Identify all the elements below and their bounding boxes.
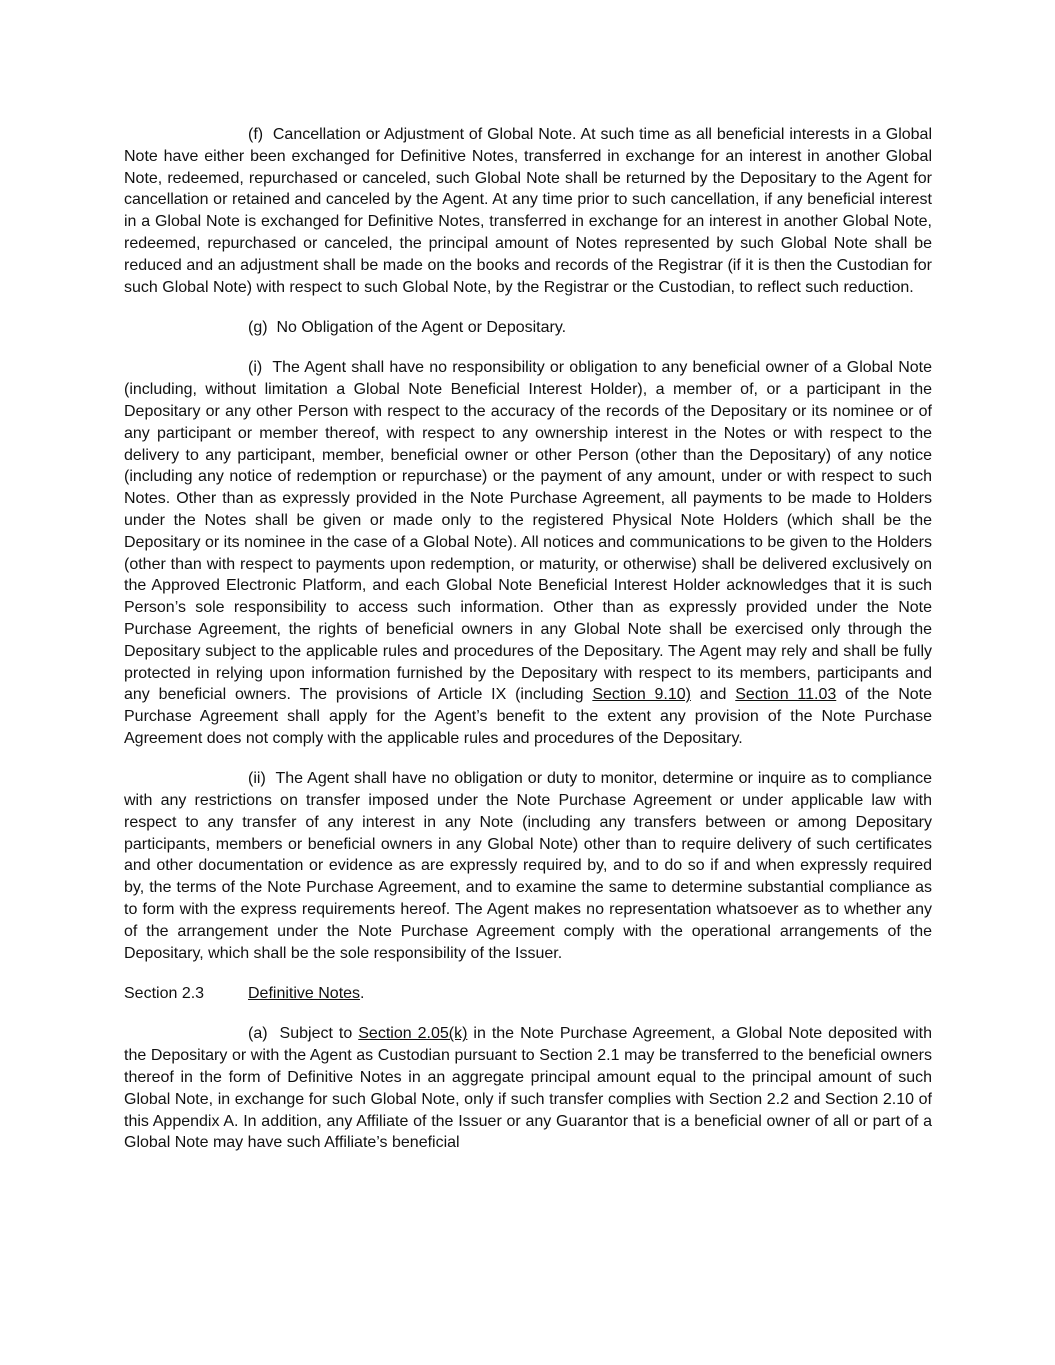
paragraph-g-i-text-after: of the Note Purchase Agreement shall apply for the Agent’s benefit to the extent any provision of the Note Purchase Agreement does not comply with the applicable rules and procedures of the Depositary.: [124, 686, 933, 747]
paragraph-g-ii-label: (ii): [248, 770, 266, 788]
paragraph-g-text: No Obligation of the Agent or Depositary.: [276, 318, 567, 336]
paragraph-g-i: [124, 357, 932, 749]
section-number: Section 2.3: [124, 985, 205, 1003]
paragraph-g-i-label: (i): [248, 359, 263, 377]
paragraph-a-text-after: in the Note Purchase Agreement, a Global Note deposited with the Depositary or with the Agent as Custodian pursuant to Section 2.1 may be transferred to the beneficial owners thereof in the form of Definitive Notes in an aggregate principal amount equal to the principal amount of such Global Note, in exchange for such Global Note, only if such transfer complies with Section 2.2 and Section 2.10 of this Appendix A. In addition, any Affiliate of the Issuer or any Guarantor that is a beneficial owner of all or part of a Global Note may have such Affiliate’s beneficial: [124, 1025, 933, 1152]
paragraph-f-label: (f): [248, 126, 264, 143]
section-title-wrapper: [248, 983, 365, 1005]
paragraph-a-text-before: Subject to: [279, 1025, 359, 1043]
paragraph-g-label: (g): [248, 318, 268, 336]
section-title: Definitive Notes: [248, 985, 361, 1003]
section-2-05k-link[interactable]: Section 2.05(k): [358, 1025, 468, 1043]
paragraph-f-text: Cancellation or Adjustment of Global Note. At such time as all beneficial interests in a Global Note have either been exchanged for Definitive Notes, transferred in exchange for an interest in another Global Note, redeemed, repurchased or canceled, such Global Note shall be returned by the Depositary to the Agent for cancellation or retained and canceled by the Agent. At any time prior to such cancellation, if any beneficial interest in a Global Note is exchanged for Definitive Notes, transferred in exchange for an interest in another Global Note, redeemed, repurchased or canceled, the principal amount of Notes represented by such Global Note shall be reduced and an adjustment shall be made on the books and records of the Registrar (if it is then the Custodian for such Global Note) with respect to such Global Note, by the Registrar or the Custodian, to reflect such reduction.: [124, 126, 933, 296]
section-11-03-link[interactable]: Section 11.03: [735, 686, 837, 704]
document-page: [124, 124, 932, 1173]
paragraph-g-ii: [124, 768, 932, 964]
paragraph-a-label: (a): [248, 1025, 268, 1043]
paragraph-g-heading: [124, 317, 932, 339]
paragraph-g-i-text-before: The Agent shall have no responsibility or obligation to any beneficial owner of a Global Note (including, without limitation a Global Note Beneficial Interest Holder), a member of, or a participant in the Depositary or any other Person with respect to the accuracy of the records of the Depositary or its nominee or of any participant or member thereof, with respect to any ownership interest in the Notes or with respect to the delivery to any participant, member, beneficial owner or other Person (other than the Depositary) of any notice (including any notice of redemption or repurchase) or the payment of any amount, under or with respect to such Notes. Other than as expressly provided in the Note Purchase Agreement, all payments to be made to Holders under the Notes shall be given or made only to the registered Physical Note Holders (which shall be the Depositary or its nominee in the case of a Global Note). All notices and communications to be given to the Holders (other than with respect to payments upon redemption, or maturity, or otherwise) shall be delivered exclusively on the Approved Electronic Platform, and each Global Note Beneficial Interest Holder acknowledges that it is such Person’s sole responsibility to access such information. Other than as expressly provided under the Note Purchase Agreement, the rights of beneficial owners in any Global Note shall be exercised only through the Depositary subject to the applicable rules and procedures of the Depositary. The Agent may rely and shall be fully protected in relying upon information furnished by the Depositary with respect to its members, participants and any beneficial owners. The provisions of Article IX (including: [124, 359, 932, 704]
paragraph-g-i-text-middle: and: [690, 686, 736, 704]
section-9-10-link[interactable]: Section 9.10): [592, 686, 691, 704]
section-title-suffix: .: [360, 985, 365, 1003]
section-2-3-heading: [124, 983, 932, 1005]
paragraph-g-ii-text: The Agent shall have no obligation or duty to monitor, determine or inquire as to compliance with any restrictions on transfer imposed under the Note Purchase Agreement or under applicable law with respect to any transfer of any interest in any Note (including any transfers between or among Depositary participants, members or beneficial owners in any Global Note) other than to require delivery of such certificates and other documentation or evidence as are expressly required by, and to do so if and when expressly required by, the terms of the Note Purchase Agreement, and to examine the same to determine substantial compliance as to form with the express requirements hereof. The Agent makes no representation whatsoever as to whether any of the arrangement under the Note Purchase Agreement comply with the operational arrangements of the Depositary, which shall be the sole responsibility of the Issuer.: [124, 770, 932, 962]
paragraph-a: [124, 1023, 932, 1154]
paragraph-f: [124, 124, 932, 298]
